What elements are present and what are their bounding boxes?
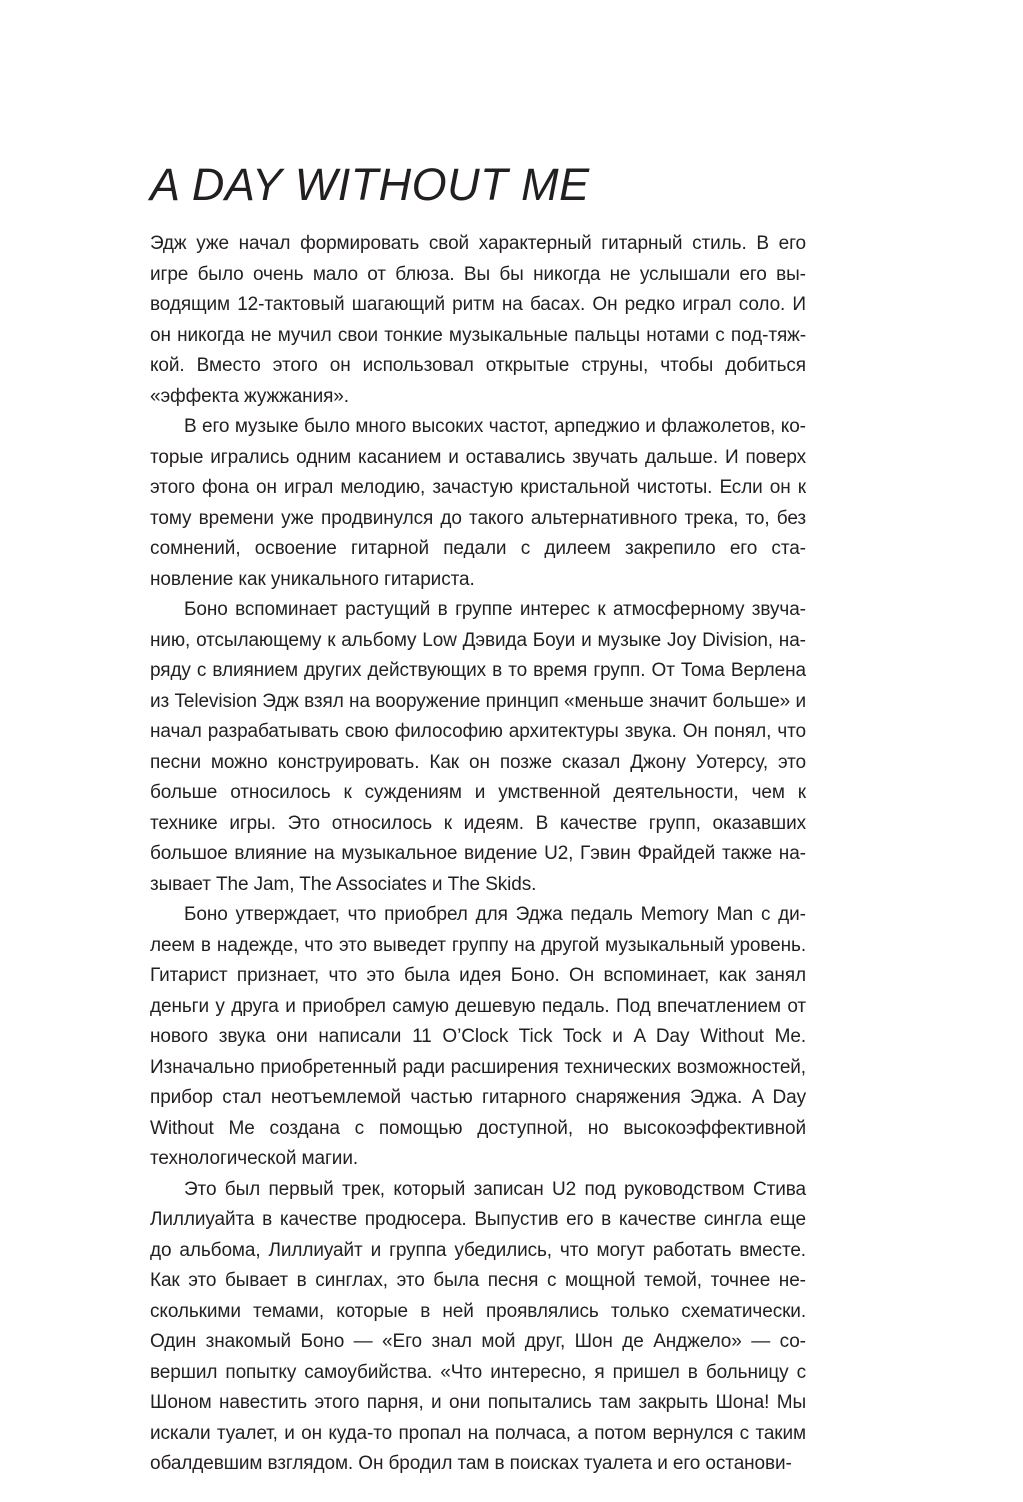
- paragraph-3: Боно вспоминает растущий в группе интерес к атмосферному звучанию, отсылающему к альбому Low Дэвида Боуи и музыке Joy Division, наряду с влиянием других действующих в то время групп. От Тома Верлена из Television Эдж взял на вооружение принцип «меньше значит больше» и начал разрабатывать свою философию архитектуры звука. Он понял, что песни можно конструировать. Как он позже сказал Джону Уотерсу, это больше относилось к суждениям и умственной деятельности, чем к технике игры. Это относилось к идеям. В качестве групп, оказавших большое влияние на музыкальное видение U2, Гэвин Фрайдей также называет The Jam, The Associates и The Skids.: [150, 599, 806, 895]
- body-text: [150, 229, 806, 1480]
- paragraph-5: Это был первый трек, который записан U2 под руководством Стива Лиллиуайта в качестве продюсера. Выпустив его в качестве сингла еще до альбома, Лиллиуайт и группа убедились, что могут работать вместе. Как это бывает в синглах, это была песня с мощной темой, точнее несколькими темами, которые в ней проявлялись только схематически. Один знакомый Боно — «Его знал мой друг, Шон де Анджело» — совершил попытку самоубийства. «Что интересно, я пришел в больницу с Шоном навестить этого парня, и они попытались там закрыть Шона! Мы искали туалет, и он куда-то пропал на полчаса, а потом вернулся с таким обалдевшим взглядом. Он бродил там в поисках туалета и его останови-: [150, 1178, 806, 1474]
- paragraph-1: Эдж уже начал формировать свой характерный гитарный стиль. В его игре было очень мало от блюза. Вы бы никогда не услышали его выводящим 12-тактовый шагающий ритм на басах. Он редко играл соло. И он никогда не мучил свои тонкие музыкальные пальцы нотами с под-тяж-кой. Вместо этого он использовал открытые струны, чтобы добиться «эффекта жужжания».: [150, 233, 806, 407]
- paragraph-2: В его музыке было много высоких частот, арпеджио и флажолетов, которые игрались одним касанием и оставались звучать дальше. И поверх этого фона он играл мелодию, зачастую кристальной чистоты. Если он к тому времени уже продвинулся до такого альтернативного трека, то, без сомнений, освоение гитарной педали с дилеем закрепило его становление как уникального гитариста.: [150, 416, 806, 590]
- paragraph-4: Боно утверждает, что приобрел для Эджа педаль Memory Man с дилеем в надежде, что это выведет группу на другой музыкальный уровень. Гитарист признает, что это была идея Боно. Он вспоминает, как занял деньги у друга и приобрел самую дешевую педаль. Под впечатлением от нового звука они написали 11 O’Clock Tick Tock и A Day Without Me. Изначально приобретенный ради расширения технических возможностей, прибор стал неотъемлемой частью гитарного снаряжения Эджа. A Day Without Me создана с помощью доступной, но высокоэффективной технологической магии.: [150, 904, 806, 1169]
- chapter-title: A DAY WITHOUT ME: [150, 159, 590, 210]
